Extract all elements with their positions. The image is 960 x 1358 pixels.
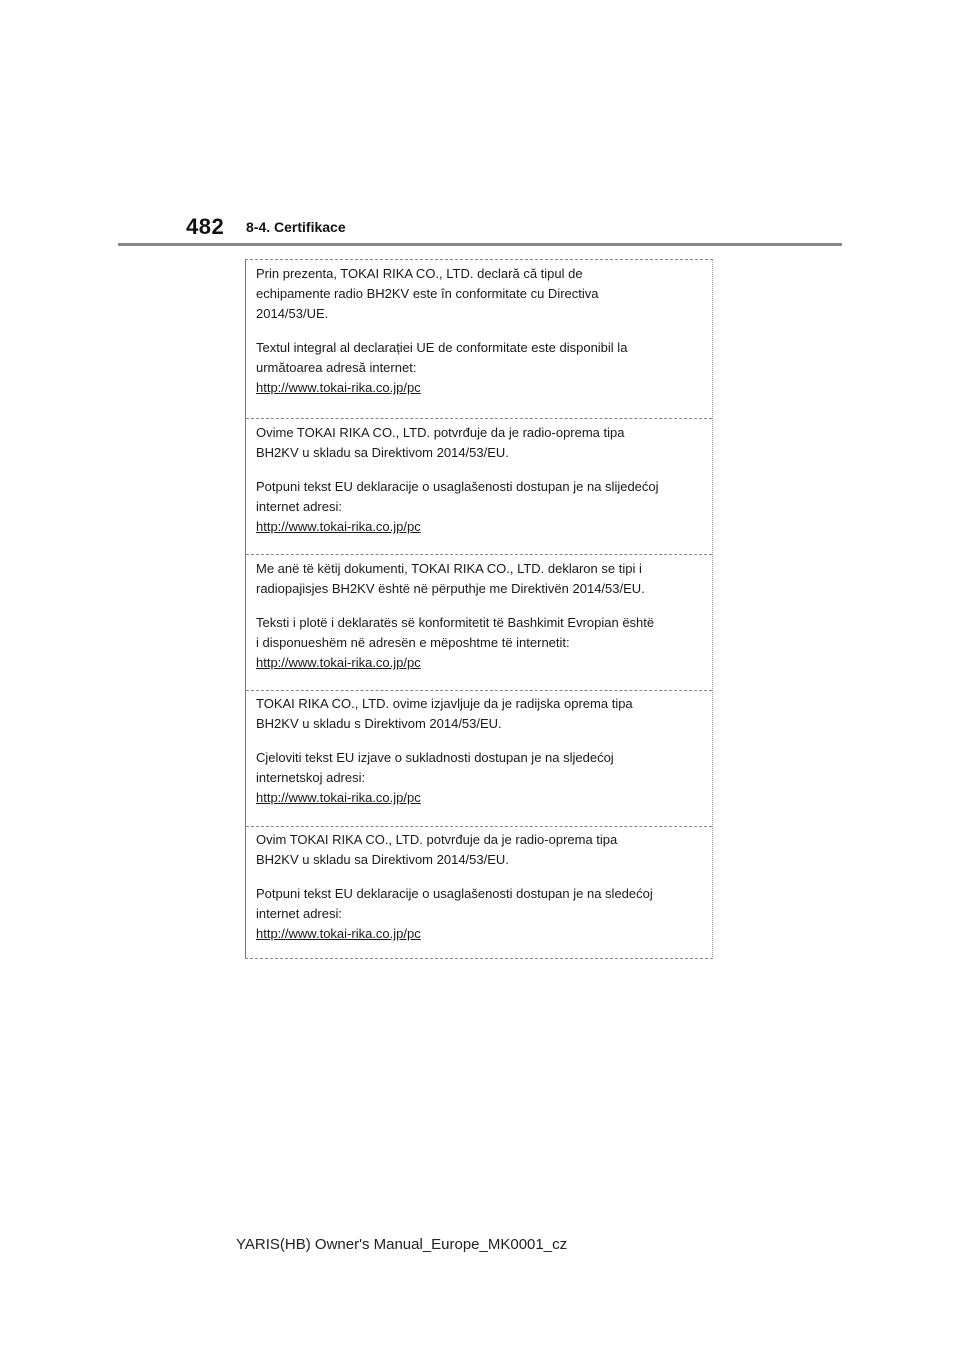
declaration-line: Potpuni tekst EU deklaracije o usaglašenosti dostupan je na sledećoj bbox=[256, 886, 653, 901]
declaration-url[interactable]: http://www.tokai-rika.co.jp/pc bbox=[256, 790, 421, 805]
declaration-box bbox=[245, 259, 713, 959]
declaration-line: Ovim TOKAI RIKA CO., LTD. potvrđuje da je radio-oprema tipa bbox=[256, 832, 618, 847]
declaration-line: Teksti i plotë i deklaratës së konformitetit të Bashkimit Evropian është bbox=[256, 615, 655, 630]
declaration-line: 2014/53/UE. bbox=[256, 306, 329, 321]
header-divider bbox=[118, 243, 842, 246]
section-separator bbox=[246, 826, 712, 827]
declaration-line: echipamente radio BH2KV este în conformitate cu Directiva bbox=[256, 286, 599, 301]
declaration-line: Me anë të këtij dokumenti, TOKAI RIKA CO., LTD. deklaron se tipi i bbox=[256, 561, 642, 576]
declaration-url[interactable]: http://www.tokai-rika.co.jp/pc bbox=[256, 380, 421, 395]
declaration-line: internetskoj adresi: bbox=[256, 770, 366, 785]
declaration-line: BH2KV u skladu sa Direktivom 2014/53/EU. bbox=[256, 445, 509, 460]
declaration-line: Ovime TOKAI RIKA CO., LTD. potvrđuje da je radio-oprema tipa bbox=[256, 425, 625, 440]
declaration-albanian bbox=[246, 559, 712, 673]
declaration-url[interactable]: http://www.tokai-rika.co.jp/pc bbox=[256, 926, 421, 941]
declaration-serbian bbox=[246, 830, 712, 944]
section-separator bbox=[246, 690, 712, 691]
section-separator bbox=[246, 554, 712, 555]
declaration-line: BH2KV u skladu s Direktivom 2014/53/EU. bbox=[256, 716, 502, 731]
declaration-url[interactable]: http://www.tokai-rika.co.jp/pc bbox=[256, 655, 421, 670]
declaration-line: următoarea adresă internet: bbox=[256, 360, 417, 375]
declaration-line: BH2KV u skladu sa Direktivom 2014/53/EU. bbox=[256, 852, 509, 867]
declaration-line: internet adresi: bbox=[256, 906, 342, 921]
section-separator bbox=[246, 418, 712, 419]
declaration-line: Cjeloviti tekst EU izjave o sukladnosti dostupan je na sljedećoj bbox=[256, 750, 614, 765]
section-title: 8-4. Certifikace bbox=[246, 219, 346, 235]
footer-manual-id: YARIS(HB) Owner's Manual_Europe_MK0001_cz bbox=[236, 1236, 568, 1253]
declaration-romanian bbox=[246, 264, 712, 398]
declaration-montenegrin bbox=[246, 423, 712, 537]
declaration-line: Textul integral al declarației UE de conformitate este disponibil la bbox=[256, 340, 628, 355]
page-number: 482 bbox=[186, 214, 225, 239]
declaration-line: internet adresi: bbox=[256, 499, 342, 514]
declaration-line: Prin prezenta, TOKAI RIKA CO., LTD. declară că tipul de bbox=[256, 266, 583, 281]
declaration-croatian bbox=[246, 694, 712, 808]
declaration-line: radiopajisjes BH2KV është në përputhje me Direktivën 2014/53/EU. bbox=[256, 581, 645, 596]
declaration-line: TOKAI RIKA CO., LTD. ovime izjavljuje da je radijska oprema tipa bbox=[256, 696, 633, 711]
declaration-line: i disponueshëm në adresën e mëposhtme të internetit: bbox=[256, 635, 570, 650]
declaration-url[interactable]: http://www.tokai-rika.co.jp/pc bbox=[256, 519, 421, 534]
declaration-line: Potpuni tekst EU deklaracije o usaglašenosti dostupan je na slijedećoj bbox=[256, 479, 659, 494]
